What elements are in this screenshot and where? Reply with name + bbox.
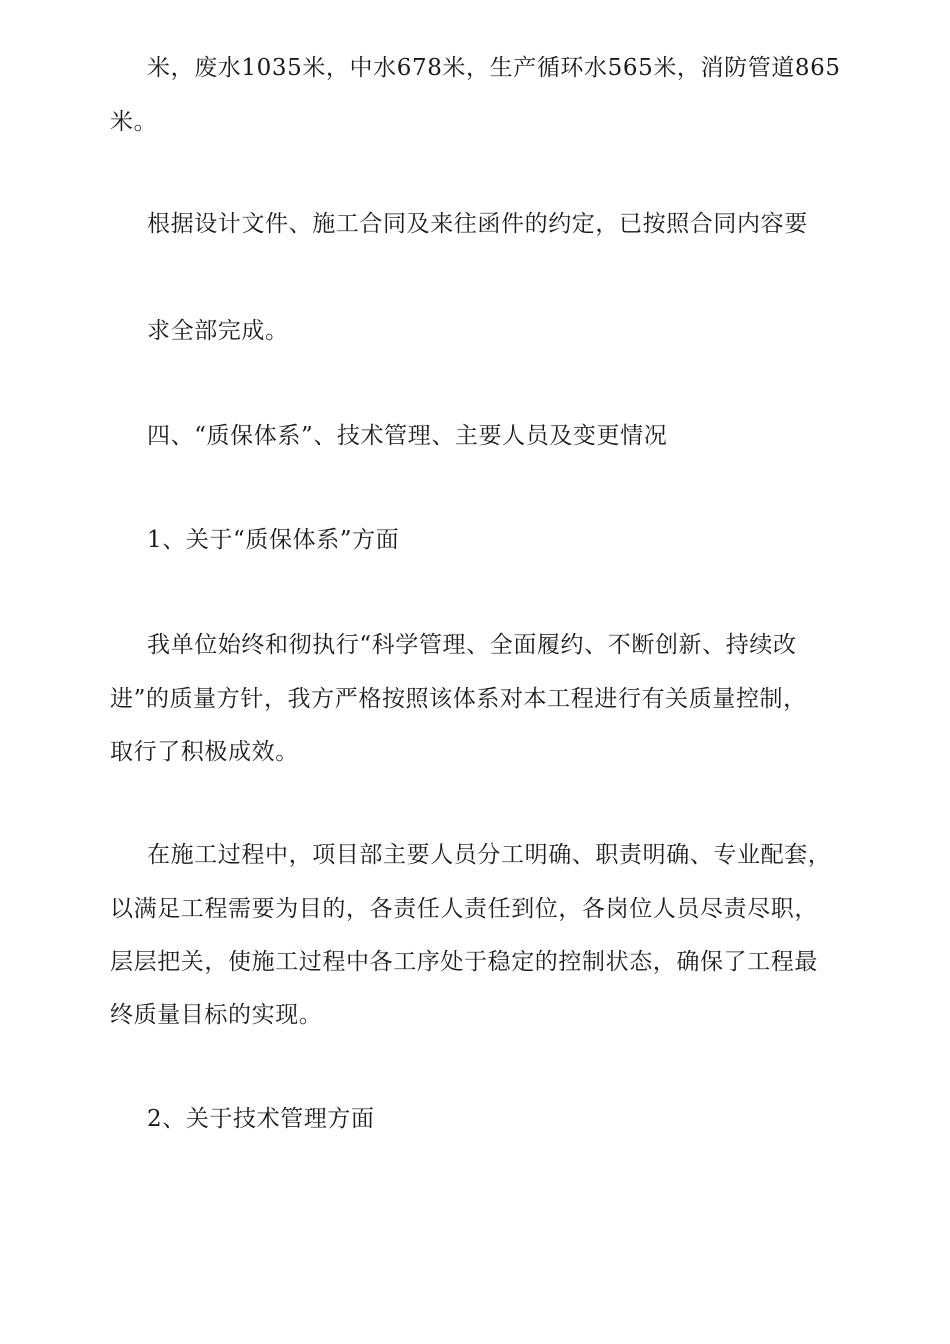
quality-policy-line-3: 取行了积极成效。	[110, 739, 299, 765]
quality-policy-line-1: 我单位始终和彻执行“科学管理、全面履约、不断创新、持续改	[147, 632, 797, 658]
completion-line-1: 根据设计文件、施工合同及来往函件的约定，已按照合同内容要	[147, 211, 808, 237]
section-heading-4: 四、“质保体系”、技术管理、主要人员及变更情况	[147, 423, 668, 449]
construction-process-line-4: 终质量目标的实现。	[110, 1002, 323, 1028]
construction-process-line-2: 以满足工程需要为目的，各责任人责任到位，各岗位人员尽责尽职，	[110, 896, 818, 922]
construction-process-line-1: 在施工过程中，项目部主要人员分工明确、职责明确、专业配套，	[147, 842, 832, 868]
completion-line-2: 求全部完成。	[147, 318, 289, 344]
pipe-lengths-line-1: 米，废水1035米，中水678米，生产循环水565米，消防管道865	[147, 55, 841, 81]
construction-process-line-3: 层层把关，使施工过程中各工序处于稳定的控制状态，确保了工程最	[110, 949, 818, 975]
subheading-quality-system: 1、关于“质保体系”方面	[147, 527, 400, 553]
quality-policy-line-2: 进”的质量方针，我方严格按照该体系对本工程进行有关质量控制，	[110, 686, 807, 712]
pipe-lengths-line-2: 米。	[110, 109, 158, 135]
subheading-technical-management: 2、关于技术管理方面	[147, 1106, 375, 1132]
